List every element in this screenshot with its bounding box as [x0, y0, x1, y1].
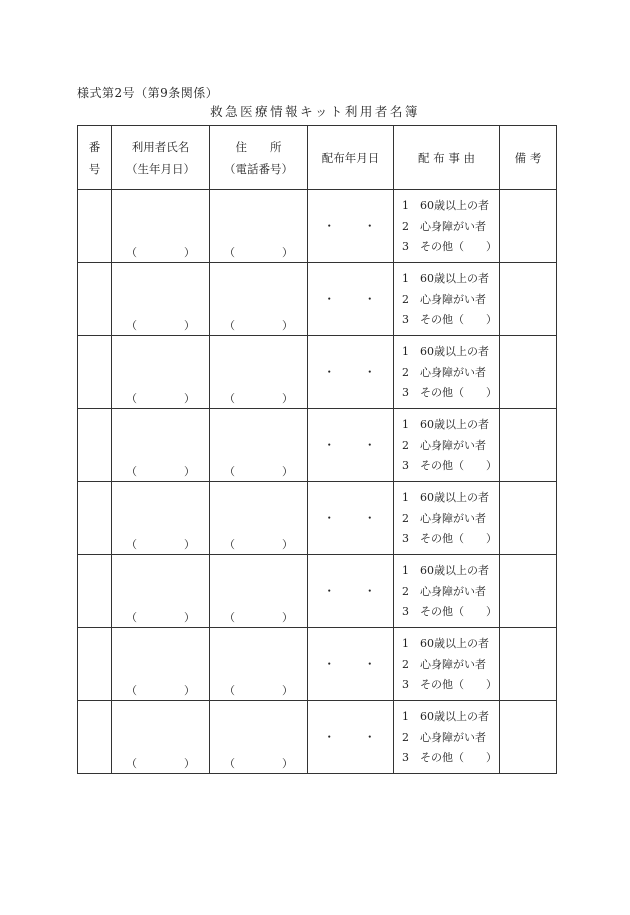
- reason-option-2: 2 心身障がい者: [402, 657, 486, 671]
- reason-option-3: 3 その他（ ）: [402, 313, 497, 326]
- address-cell[interactable]: [210, 628, 308, 701]
- reason-option-3: 3 その他（ ）: [402, 386, 497, 399]
- header-remarks: 備 考: [500, 126, 557, 190]
- reason-option-2: 2 心身障がい者: [402, 730, 486, 744]
- reason-option-2: 2 心身障がい者: [402, 511, 486, 525]
- table-row: [78, 263, 557, 336]
- form-number: 様式第2号（第9条関係）: [77, 86, 219, 100]
- reason-option-1: 1 60歳以上の者: [402, 710, 489, 723]
- address-cell[interactable]: [210, 482, 308, 555]
- header-address: 住 所 （電話番号）: [210, 126, 308, 190]
- reason-option-1: 1 60歳以上の者: [402, 637, 489, 650]
- birthdate-parens: （ ）: [126, 538, 195, 551]
- number-cell[interactable]: [78, 409, 112, 482]
- table-row: [78, 628, 557, 701]
- header-distribution-reason: 配 布 事 由: [394, 126, 500, 190]
- remarks-cell[interactable]: [500, 263, 557, 336]
- name-cell[interactable]: [112, 263, 210, 336]
- distribution-date-cell[interactable]: ・ ・: [308, 190, 394, 263]
- number-cell[interactable]: [78, 263, 112, 336]
- distribution-date-cell[interactable]: ・ ・: [308, 336, 394, 409]
- table-row: [78, 701, 557, 774]
- header-number: 番 号: [78, 126, 112, 190]
- distribution-date-cell[interactable]: ・ ・: [308, 701, 394, 774]
- reason-option-2: 2 心身障がい者: [402, 365, 486, 379]
- number-cell[interactable]: [78, 190, 112, 263]
- address-cell[interactable]: [210, 555, 308, 628]
- reason-option-3: 3 その他（ ）: [402, 605, 497, 618]
- distribution-reason-cell[interactable]: [394, 628, 500, 701]
- address-cell[interactable]: [210, 409, 308, 482]
- birthdate-parens: （ ）: [126, 757, 195, 770]
- number-cell[interactable]: [78, 336, 112, 409]
- reason-option-3: 3 その他（ ）: [402, 678, 497, 691]
- table-row: [78, 482, 557, 555]
- distribution-reason-cell[interactable]: [394, 336, 500, 409]
- distribution-date-cell[interactable]: ・ ・: [308, 263, 394, 336]
- reason-option-2: 2 心身障がい者: [402, 292, 486, 306]
- remarks-cell[interactable]: [500, 336, 557, 409]
- remarks-cell[interactable]: [500, 190, 557, 263]
- header-name: 利用者氏名 （生年月日）: [112, 126, 210, 190]
- reason-option-1: 1 60歳以上の者: [402, 491, 489, 504]
- number-cell[interactable]: [78, 628, 112, 701]
- phone-parens: （ ）: [224, 319, 293, 332]
- phone-parens: （ ）: [224, 392, 293, 405]
- name-cell[interactable]: [112, 190, 210, 263]
- distribution-reason-cell[interactable]: [394, 482, 500, 555]
- distribution-reason-cell[interactable]: [394, 701, 500, 774]
- table-row: [78, 336, 557, 409]
- birthdate-parens: （ ）: [126, 684, 195, 697]
- phone-parens: （ ）: [224, 611, 293, 624]
- distribution-reason-cell[interactable]: [394, 190, 500, 263]
- reason-option-1: 1 60歳以上の者: [402, 199, 489, 212]
- reason-option-2: 2 心身障がい者: [402, 438, 486, 452]
- address-cell[interactable]: [210, 263, 308, 336]
- table-row: [78, 190, 557, 263]
- distribution-date-cell[interactable]: ・ ・: [308, 555, 394, 628]
- reason-option-3: 3 その他（ ）: [402, 751, 497, 764]
- number-cell[interactable]: [78, 555, 112, 628]
- reason-option-2: 2 心身障がい者: [402, 584, 486, 598]
- reason-option-1: 1 60歳以上の者: [402, 272, 489, 285]
- birthdate-parens: （ ）: [126, 319, 195, 332]
- distribution-date-cell[interactable]: ・ ・: [308, 628, 394, 701]
- name-cell[interactable]: [112, 701, 210, 774]
- birthdate-parens: （ ）: [126, 246, 195, 259]
- reason-option-1: 1 60歳以上の者: [402, 345, 489, 358]
- distribution-reason-cell[interactable]: [394, 263, 500, 336]
- birthdate-parens: （ ）: [126, 611, 195, 624]
- birthdate-parens: （ ）: [126, 465, 195, 478]
- birthdate-parens: （ ）: [126, 392, 195, 405]
- phone-parens: （ ）: [224, 757, 293, 770]
- reason-option-3: 3 その他（ ）: [402, 240, 497, 253]
- phone-parens: （ ）: [224, 684, 293, 697]
- user-roster-table: [77, 125, 557, 774]
- remarks-cell[interactable]: [500, 482, 557, 555]
- remarks-cell[interactable]: [500, 409, 557, 482]
- address-cell[interactable]: [210, 336, 308, 409]
- phone-parens: （ ）: [224, 465, 293, 478]
- table-row: [78, 555, 557, 628]
- header-row: [78, 126, 557, 190]
- remarks-cell[interactable]: [500, 628, 557, 701]
- reason-option-2: 2 心身障がい者: [402, 219, 486, 233]
- header-distribution-date: 配布年月日: [308, 126, 394, 190]
- reason-option-3: 3 その他（ ）: [402, 459, 497, 472]
- table-row: [78, 409, 557, 482]
- reason-option-3: 3 その他（ ）: [402, 532, 497, 545]
- name-cell[interactable]: [112, 336, 210, 409]
- name-cell[interactable]: [112, 409, 210, 482]
- distribution-reason-cell[interactable]: [394, 555, 500, 628]
- reason-option-1: 1 60歳以上の者: [402, 564, 489, 577]
- name-cell[interactable]: [112, 482, 210, 555]
- number-cell[interactable]: [78, 701, 112, 774]
- remarks-cell[interactable]: [500, 555, 557, 628]
- address-cell[interactable]: [210, 701, 308, 774]
- phone-parens: （ ）: [224, 246, 293, 259]
- address-cell[interactable]: [210, 190, 308, 263]
- number-cell[interactable]: [78, 482, 112, 555]
- name-cell[interactable]: [112, 628, 210, 701]
- document-title: 救急医療情報キット利用者名簿: [210, 104, 420, 119]
- distribution-date-cell[interactable]: ・ ・: [308, 482, 394, 555]
- phone-parens: （ ）: [224, 538, 293, 551]
- reason-option-1: 1 60歳以上の者: [402, 418, 489, 431]
- distribution-reason-cell[interactable]: [394, 409, 500, 482]
- name-cell[interactable]: [112, 555, 210, 628]
- remarks-cell[interactable]: [500, 701, 557, 774]
- distribution-date-cell[interactable]: ・ ・: [308, 409, 394, 482]
